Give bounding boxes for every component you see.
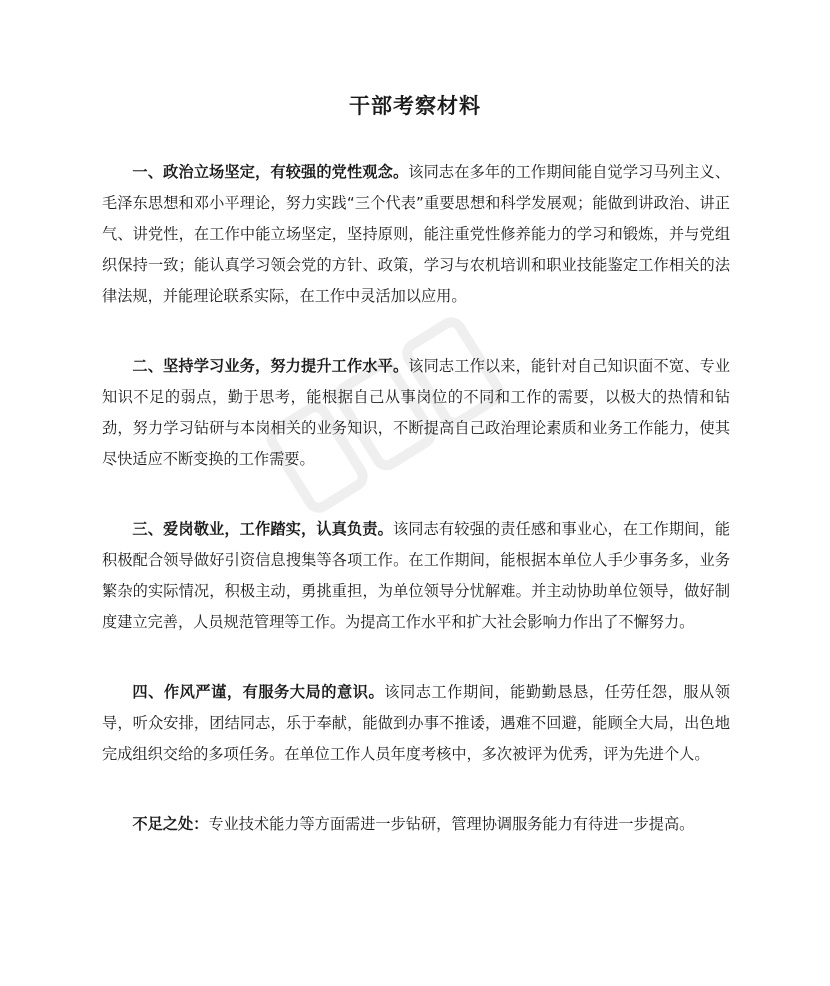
section-text: 该同志工作期间，能勤勤恳恳，任劳任怨，服从领导，听众安排，团结同志，乐于奉献，能做到办事不推诿，遇难不回避，能顾全大局，出色地完成组织交给的多项任务。在单位工作人员年度考核中，多次被评为优秀，评为先进个人。 [102, 683, 731, 763]
section-text: 该同志有较强的责任感和事业心，在工作期间，能积极配合领导做好引资信息搜集等各项工作。在工作期间，能根据本单位人手少事务多，业务繁杂的实际情况，积极主动，勇挑重担，为单位领导分忧解难。并主动协助单位领导，做好制度建立完善，人员规范管理等工作。为提高工作水平和扩大社会影响力作出了不懈努力。 [102, 520, 731, 631]
section-heading: 一、政治立场坚定，有较强的党性观念。 [132, 163, 409, 181]
section-heading: 四、作风严谨，有服务大局的意识。 [132, 683, 385, 701]
section-heading: 二、坚持学习业务，努力提升工作水平。 [132, 357, 409, 375]
section-paragraph-3 [102, 514, 730, 638]
section-text: 该同志工作以来，能针对自己知识面不宽、专业知识不足的弱点，勤于思考，能根据自己从事岗位的不同和工作的需要，以极大的热情和钻劲，努力学习钻研与本岗相关的业务知识，不断提高自己政治理论素质和业务工作能力，使其尽快适应不断变换的工作需要。 [102, 357, 731, 468]
section-text: 该同志在多年的工作期间能自觉学习马列主义、毛泽东思想和邓小平理论，努力实践“三个代表”重要思想和科学发展观；能做到讲政治、讲正气、讲党性，在工作中能立场坚定，坚持原则，能注重党性修养能力的学习和锻炼，并与党组织保持一致；能认真学习领会党的方针、政策，学习与农机培训和职业技能鉴定工作相关的法律法规，并能理论联系实际，在工作中灵活加以应用。 [102, 163, 731, 305]
document-body [102, 157, 730, 879]
section-paragraph-1 [102, 157, 730, 312]
shortcomings-text: 专业技术能力等方面需进一步钻研，管理协调服务能力有待进一步提高。 [208, 815, 695, 833]
shortcomings-paragraph [102, 809, 730, 840]
document-title: 干部考察材料 [349, 94, 481, 118]
section-paragraph-2 [102, 351, 730, 475]
shortcomings-heading: 不足之处： [132, 815, 209, 833]
section-heading: 三、爱岗敬业，工作踏实，认真负责。 [132, 520, 393, 538]
section-paragraph-4 [102, 677, 730, 770]
